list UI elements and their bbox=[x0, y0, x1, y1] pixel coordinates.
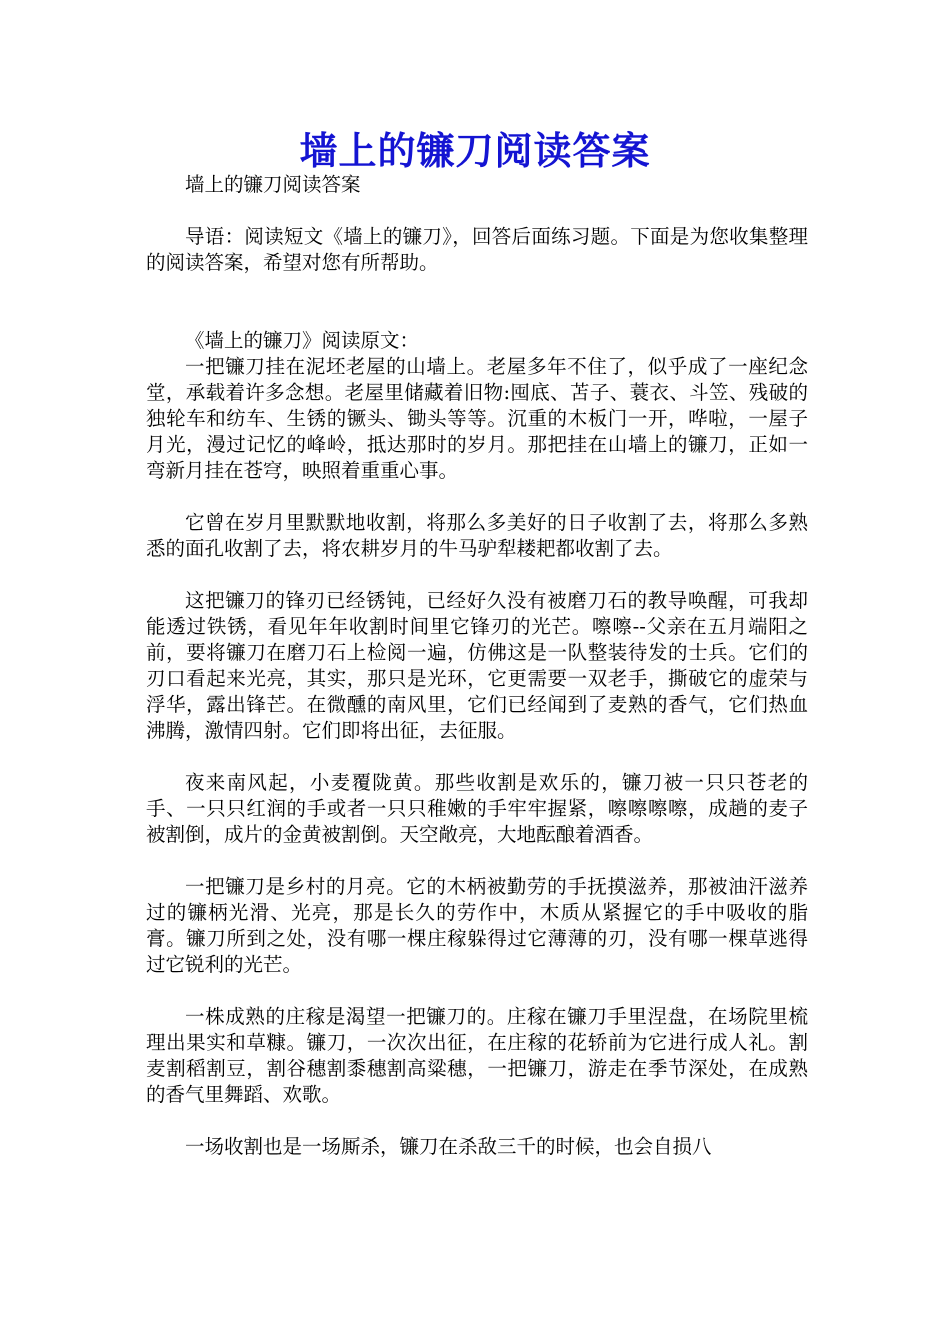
document-title: 墙上的镰刀阅读答案 bbox=[299, 128, 651, 173]
paragraph-3: 这把镰刀的锋刃已经锈钝，已经好久没有被磨刀石的教导唤醒，可我却能透过铁锈，看见年年收割时间里它锋刃的光芒。嚓嚓--父亲在五月端阳之前，要将镰刀在磨刀石上检阅一遍，仿佛这是一队整装待发的士兵。它们的刃口看起来光亮，其实，那只是光环，它更需要一双老手，撕破它的虚荣与浮华，露出锋芒。在微醺的南风里，它们已经闻到了麦熟的香气，它们热血沸腾，激情四射。它们即将出征，去征服。 bbox=[146, 589, 808, 742]
paragraph-6: 一株成熟的庄稼是渴望一把镰刀的。庄稼在镰刀手里涅盘，在场院里梳理出果实和草糠。镰刀，一次次出征，在庄稼的花轿前为它进行成人礼。割麦割稻割豆，割谷穗割黍穗割高粱穗，一把镰刀，游走在季节深处，在成熟的香气里舞蹈、欢歌。 bbox=[146, 1005, 808, 1106]
paragraph-7: 一场收割也是一场厮杀，镰刀在杀敌三千的时候，也会自损八 bbox=[185, 1135, 712, 1158]
document-subtitle: 墙上的镰刀阅读答案 bbox=[185, 173, 361, 196]
paragraph-4: 夜来南风起，小麦覆陇黄。那些收割是欢乐的，镰刀被一只只苍老的手、一只只红润的手或者一只只稚嫩的手牢牢握紧，嚓嚓嚓嚓，成趟的麦子被割倒，成片的金黄被割倒。天空敞亮，大地酝酿着酒香。 bbox=[146, 771, 808, 846]
document-body bbox=[146, 172, 808, 1160]
section-heading: 《墙上的镰刀》阅读原文： bbox=[185, 329, 420, 352]
paragraph-5: 一把镰刀是乡村的月亮。它的木柄被勤劳的手抚摸滋养，那被油汗滋养过的镰柄光滑、光亮，那是长久的劳作中，木质从紧握它的手中吸收的脂膏。镰刀所到之处，没有哪一棵庄稼躲得过它薄薄的刃，没有哪一棵草逃得过它锐利的光芒。 bbox=[146, 875, 808, 976]
intro-paragraph: 导语：阅读短文《墙上的镰刀》，回答后面练习题。下面是为您收集整理的阅读答案，希望对您有所帮助。 bbox=[146, 225, 808, 274]
paragraph-1: 一把镰刀挂在泥坯老屋的山墙上。老屋多年不住了，似乎成了一座纪念堂，承载着许多念想。老屋里储藏着旧物:囤底、苫子、蓑衣、斗笠、残破的独轮车和纺车、生锈的镢头、锄头等等。沉重的木板门一开，哗啦，一屋子月光，漫过记忆的峰岭，抵达那时的岁月。那把挂在山墙上的镰刀，正如一弯新月挂在苍穹，映照着重重心事。 bbox=[146, 355, 808, 482]
paragraph-2: 它曾在岁月里默默地收割，将那么多美好的日子收割了去，将那么多熟悉的面孔收割了去，将农耕岁月的牛马驴犁耧耙都收割了去。 bbox=[146, 511, 808, 560]
